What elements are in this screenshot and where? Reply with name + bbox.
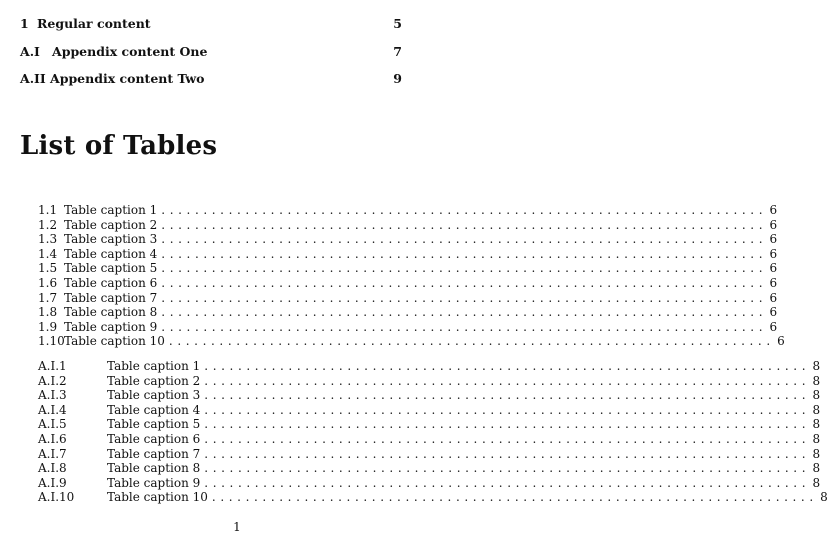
table-page: 8: [812, 475, 821, 490]
toc-entry-title: Regular content: [37, 16, 151, 31]
list-item[interactable]: [38, 319, 778, 335]
toc-entry-page: 9: [393, 71, 402, 86]
list-item[interactable]: [38, 261, 778, 276]
toc-entry-page: 5: [393, 16, 402, 31]
table-number: A.I.5: [38, 417, 67, 432]
dot-leader: ........................................................................: [161, 217, 768, 232]
list-item[interactable]: [38, 290, 778, 306]
table-page: 8: [812, 402, 821, 417]
table-number: A.I.6: [38, 431, 67, 446]
toc-entry-appendix-one[interactable]: [20, 44, 402, 64]
dot-leader: ........................................................................: [204, 373, 811, 388]
dot-leader: ........................................................................: [161, 319, 768, 334]
table-page: 6: [769, 261, 778, 276]
dot-leader: ........................................................................: [204, 359, 811, 373]
list-item[interactable]: [38, 402, 821, 418]
table-caption: Table caption 8: [107, 461, 201, 476]
dot-leader: ........................................................................: [161, 275, 768, 290]
list-item[interactable]: [38, 334, 785, 349]
table-caption: Table caption 3: [107, 388, 201, 403]
table-caption: Table caption 3: [64, 232, 158, 247]
table-page: 6: [777, 334, 785, 349]
toc-entry-regular-content[interactable]: [20, 16, 402, 36]
table-caption: Table caption 6: [107, 431, 201, 446]
toc-entry-page: 7: [393, 44, 402, 59]
list-item[interactable]: [38, 359, 821, 374]
list-item[interactable]: [38, 431, 821, 447]
table-number: 1.3: [38, 232, 58, 247]
list-item[interactable]: [38, 305, 778, 320]
dot-leader: ........................................................................: [161, 305, 768, 320]
list-item[interactable]: [38, 246, 778, 262]
list-of-tables-heading: List of Tables: [20, 131, 218, 161]
dot-leader: ........................................................................: [161, 232, 768, 247]
table-caption: Table caption 7: [107, 446, 201, 461]
table-page: 8: [812, 446, 821, 461]
table-number: 1.5: [38, 261, 58, 276]
table-number: A.I.3: [38, 388, 67, 403]
dot-leader: ........................................................................: [161, 246, 768, 261]
dot-leader: ........................................................................: [168, 334, 775, 349]
dot-leader: ........................................................................: [204, 446, 811, 461]
list-item[interactable]: [38, 388, 821, 403]
table-number: 1.7: [38, 290, 58, 305]
toc-entry-title: Appendix content One: [52, 44, 208, 59]
table-number: 1.4: [38, 246, 58, 261]
dot-leader: ........................................................................: [204, 402, 811, 417]
table-number: A.I.9: [38, 475, 67, 490]
list-item[interactable]: [38, 232, 778, 247]
list-of-tables-group-appendix: [38, 359, 828, 505]
list-item[interactable]: [38, 217, 778, 233]
table-number: A.I.8: [38, 461, 67, 476]
list-of-tables-group-chapter-1: [38, 203, 785, 349]
table-number: 1.8: [38, 305, 58, 320]
table-page: 6: [769, 290, 778, 305]
list-item[interactable]: [38, 490, 828, 505]
list-item[interactable]: [38, 446, 821, 462]
table-page: 6: [769, 275, 778, 290]
dot-leader: ........................................................................: [204, 431, 811, 446]
table-caption: Table caption 1: [107, 359, 201, 373]
toc-entry-number: 1: [20, 16, 29, 31]
table-page: 6: [769, 246, 778, 261]
list-item[interactable]: [38, 203, 778, 218]
table-page: 8: [812, 417, 821, 432]
table-page: 6: [769, 319, 778, 334]
footer-page-number: 1: [233, 520, 241, 534]
dot-leader: ........................................................................: [211, 490, 818, 505]
table-page: 6: [769, 232, 778, 247]
table-page: 8: [812, 388, 821, 403]
table-number: 1.9: [38, 319, 58, 334]
table-caption: Table caption 5: [64, 261, 158, 276]
table-page: 8: [812, 373, 821, 388]
table-caption: Table caption 1: [64, 203, 158, 217]
table-page: 8: [812, 461, 821, 476]
table-caption: Table caption 8: [64, 305, 158, 320]
table-caption: Table caption 9: [107, 475, 201, 490]
dot-leader: ........................................................................: [161, 261, 768, 276]
toc-entry-number: A.I: [20, 44, 40, 59]
list-item[interactable]: [38, 461, 821, 476]
table-caption: Table caption 6: [64, 275, 158, 290]
table-number: 1.1: [38, 203, 58, 217]
table-number: 1.2: [38, 217, 58, 232]
table-caption: Table caption 10: [107, 490, 208, 505]
list-item[interactable]: [38, 475, 821, 491]
table-page: 8: [812, 359, 821, 373]
table-caption: Table caption 2: [64, 217, 158, 232]
toc-entry-number: A.II: [20, 71, 46, 86]
table-number: 1.10: [38, 334, 65, 349]
table-page: 8: [820, 490, 828, 505]
dot-leader: ........................................................................: [204, 417, 811, 432]
table-page: 6: [769, 217, 778, 232]
table-caption: Table caption 5: [107, 417, 201, 432]
table-number: A.I.1: [38, 359, 67, 373]
table-caption: Table caption 2: [107, 373, 201, 388]
table-caption: Table caption 4: [64, 246, 158, 261]
table-page: 6: [769, 305, 778, 320]
table-number: A.I.4: [38, 402, 67, 417]
table-number: A.I.10: [38, 490, 75, 505]
table-caption: Table caption 10: [64, 334, 165, 349]
dot-leader: ........................................................................: [161, 290, 768, 305]
dot-leader: ........................................................................: [204, 388, 811, 403]
table-page: 6: [769, 203, 778, 217]
toc-entry-appendix-two[interactable]: [20, 71, 402, 91]
list-item[interactable]: [38, 275, 778, 291]
dot-leader: ........................................................................: [161, 203, 768, 217]
table-caption: Table caption 9: [64, 319, 158, 334]
list-item[interactable]: [38, 373, 821, 389]
dot-leader: ........................................................................: [204, 475, 811, 490]
table-page: 8: [812, 431, 821, 446]
table-number: A.I.2: [38, 373, 67, 388]
dot-leader: ........................................................................: [204, 461, 811, 476]
table-caption: Table caption 7: [64, 290, 158, 305]
table-number: A.I.7: [38, 446, 67, 461]
table-caption: Table caption 4: [107, 402, 201, 417]
toc-entry-title: Appendix content Two: [50, 71, 205, 86]
list-item[interactable]: [38, 417, 821, 432]
table-number: 1.6: [38, 275, 58, 290]
